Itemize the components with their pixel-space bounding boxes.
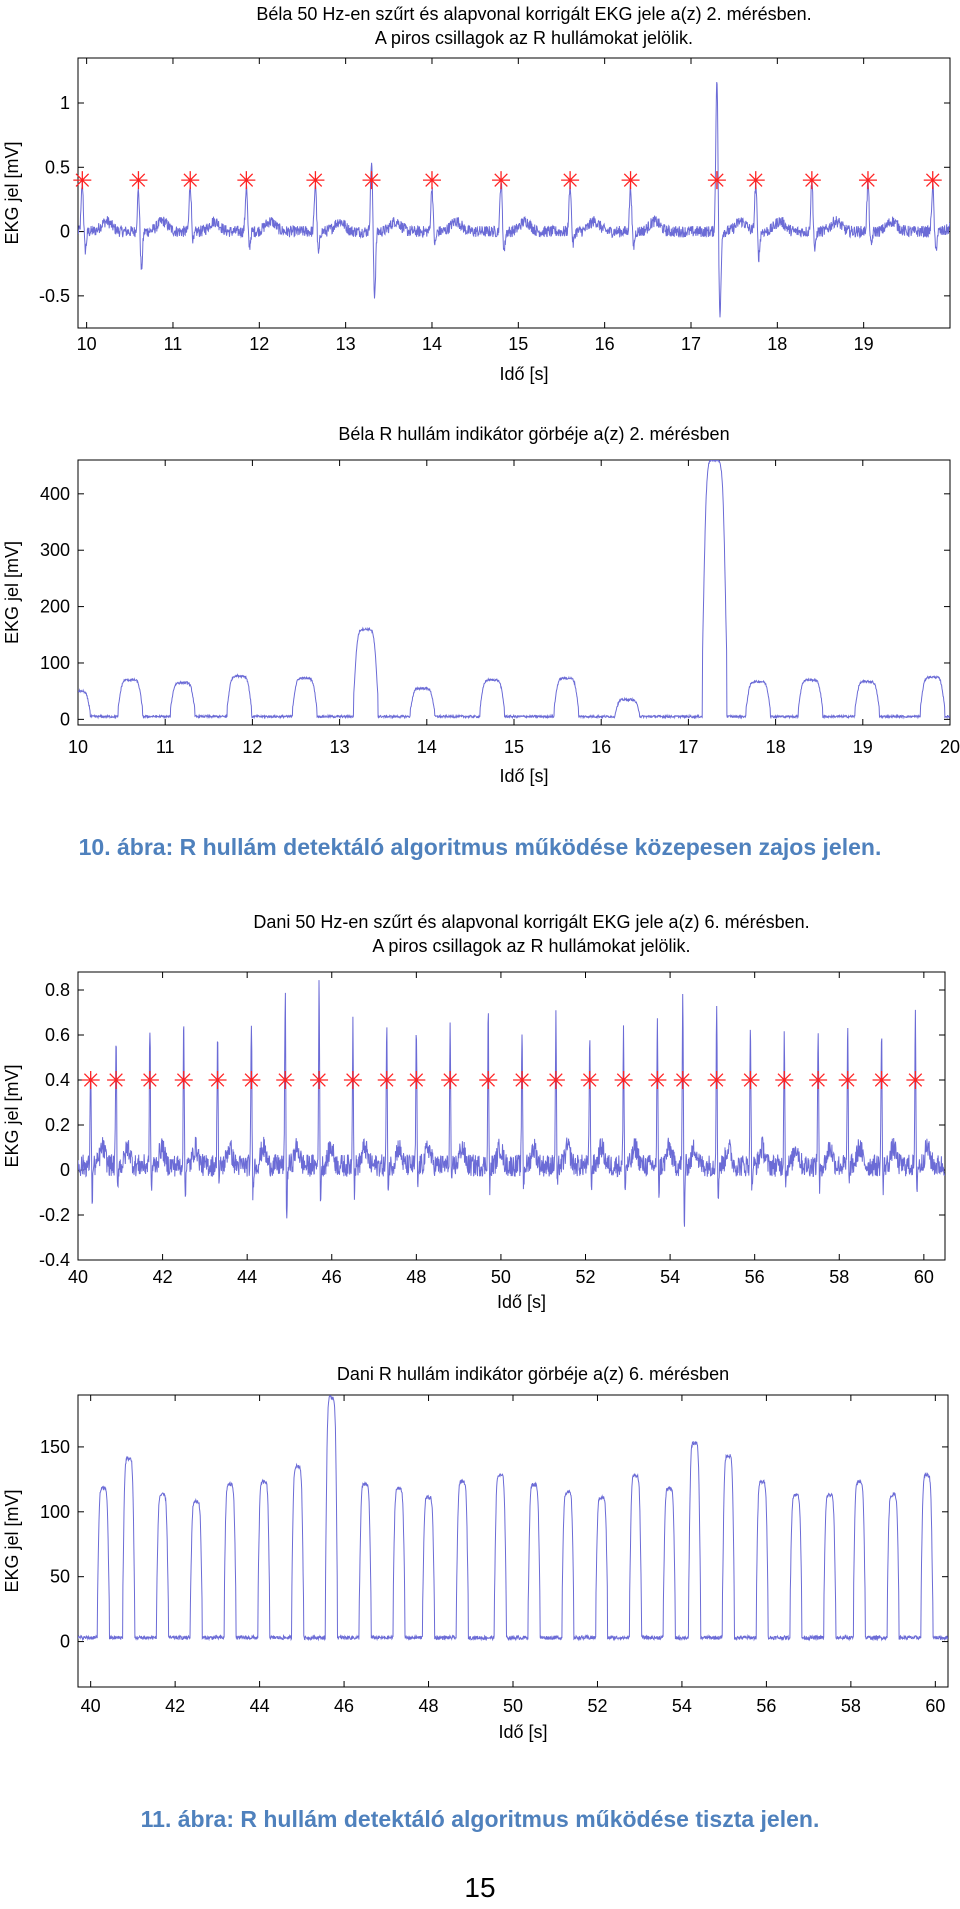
- y-tick-label: 1: [59, 93, 70, 113]
- x-tick-label: 56: [756, 1696, 777, 1716]
- x-tick-label: 20: [939, 737, 960, 757]
- y-axis-label: EKG jel [mV]: [2, 1064, 22, 1168]
- r-wave-marker: [181, 171, 199, 189]
- y-tick-label: 50: [49, 1566, 70, 1587]
- r-wave-marker: [708, 1071, 726, 1089]
- x-tick-label: 12: [249, 334, 270, 354]
- chart-svg: [0, 1360, 960, 1760]
- indicator-chart-dani: [0, 1360, 960, 1760]
- plot-frame: [78, 1395, 948, 1687]
- chart-title-line: Dani R hullám indikátor görbéje a(z) 6. mérésben: [336, 1364, 730, 1384]
- r-wave-marker: [129, 171, 147, 189]
- x-tick-label: 11: [155, 737, 175, 757]
- y-tick-label: 0: [59, 1160, 70, 1180]
- r-wave-marker: [310, 1071, 328, 1089]
- x-tick-label: 10: [76, 334, 97, 354]
- y-tick-label: 0: [59, 709, 70, 730]
- x-tick-label: 42: [165, 1696, 186, 1716]
- y-tick-label: 100: [39, 652, 70, 673]
- x-tick-label: 48: [418, 1696, 439, 1716]
- x-tick-label: 11: [163, 334, 183, 354]
- r-wave-marker: [107, 1071, 125, 1089]
- r-wave-marker: [441, 1071, 459, 1089]
- y-tick-label: 300: [39, 540, 70, 561]
- y-tick-label: -0.5: [38, 285, 70, 306]
- r-wave-marker: [873, 1071, 891, 1089]
- x-tick-label: 44: [249, 1696, 270, 1716]
- x-tick-label: 50: [502, 1696, 524, 1716]
- plot-frame: [78, 972, 945, 1260]
- chart-title-line: A piros csillagok az R hullámokat jelölik.: [374, 28, 694, 48]
- x-tick-label: 14: [421, 334, 442, 354]
- x-tick-label: 13: [329, 737, 350, 757]
- r-wave-marker: [141, 1071, 159, 1089]
- r-wave-marker: [479, 1071, 497, 1089]
- r-wave-marker: [615, 1071, 633, 1089]
- x-tick-label: 52: [587, 1696, 608, 1716]
- r-wave-marker: [492, 171, 510, 189]
- x-tick-label: 40: [67, 1267, 89, 1287]
- r-wave-marker: [775, 1071, 793, 1089]
- x-tick-label: 18: [767, 334, 788, 354]
- chart-svg: [0, 420, 960, 800]
- x-tick-label: 60: [913, 1267, 934, 1287]
- x-tick-label: 15: [508, 334, 529, 354]
- ecg-chart-bela: [0, 0, 960, 390]
- x-tick-label: 10: [67, 737, 89, 757]
- r-wave-marker: [237, 171, 255, 189]
- x-tick-label: 46: [321, 1267, 342, 1287]
- y-tick-label: 100: [39, 1501, 70, 1522]
- y-axis-label: EKG jel [mV]: [2, 1489, 22, 1593]
- r-wave-marker: [423, 171, 441, 189]
- x-tick-label: 58: [840, 1696, 861, 1716]
- y-tick-label: 0.6: [44, 1025, 70, 1045]
- x-tick-label: 54: [671, 1696, 692, 1716]
- signal-line: [78, 459, 950, 718]
- r-wave-marker: [344, 1071, 362, 1089]
- x-tick-label: 54: [660, 1267, 681, 1287]
- x-tick-label: 18: [765, 737, 786, 757]
- r-wave-marker: [648, 1071, 666, 1089]
- r-wave-marker: [82, 1071, 100, 1089]
- y-tick-label: 400: [39, 483, 70, 504]
- x-tick-label: 16: [591, 737, 612, 757]
- y-tick-label: 200: [39, 596, 70, 617]
- x-tick-label: 60: [925, 1696, 946, 1716]
- y-tick-label: 0: [59, 221, 70, 242]
- x-tick-label: 48: [406, 1267, 427, 1287]
- r-wave-marker: [708, 171, 726, 189]
- r-wave-marker: [906, 1071, 924, 1089]
- x-tick-label: 50: [490, 1267, 511, 1287]
- r-wave-marker: [209, 1071, 227, 1089]
- r-wave-marker: [276, 1071, 294, 1089]
- r-wave-marker: [581, 1071, 599, 1089]
- r-wave-marker: [561, 171, 579, 189]
- x-tick-label: 17: [680, 334, 702, 354]
- y-tick-label: 150: [39, 1436, 70, 1457]
- x-tick-label: 44: [237, 1267, 258, 1287]
- plot-frame: [78, 58, 950, 328]
- x-tick-label: 12: [242, 737, 263, 757]
- r-wave-marker: [809, 1071, 827, 1089]
- r-wave-marker: [242, 1071, 260, 1089]
- chart-title-line: Béla R hullám indikátor görbéje a(z) 2. mérésben: [338, 424, 730, 444]
- signal-line: [78, 1396, 948, 1640]
- x-tick-label: 19: [853, 334, 874, 354]
- x-tick-label: 15: [503, 737, 525, 757]
- x-tick-label: 16: [594, 334, 615, 354]
- x-tick-label: 42: [152, 1267, 173, 1287]
- r-wave-marker: [741, 1071, 759, 1089]
- figure-caption-10: 10. ábra: R hullám detektáló algoritmus működése közepesen zajos jelen.: [78, 834, 882, 860]
- y-axis-label: EKG jel [mV]: [2, 540, 22, 645]
- y-tick-label: 0.2: [44, 1115, 70, 1135]
- x-tick-label: 13: [335, 334, 356, 354]
- r-wave-marker: [622, 171, 640, 189]
- r-wave-marker: [73, 171, 91, 189]
- ecg-chart-dani: [0, 910, 960, 1320]
- r-wave-marker: [363, 171, 381, 189]
- x-axis-label: Idő [s]: [499, 364, 549, 384]
- y-axis-label: EKG jel [mV]: [2, 141, 22, 245]
- signal-line: [78, 82, 950, 317]
- chart-title-line: Dani 50 Hz-en szűrt és alapvonal korrigált EKG jele a(z) 6. mérésben.: [253, 912, 810, 932]
- r-wave-marker: [407, 1071, 425, 1089]
- x-tick-label: 58: [829, 1267, 850, 1287]
- y-tick-label: 0.8: [44, 980, 70, 1000]
- indicator-chart-bela: [0, 420, 960, 800]
- x-tick-label: 17: [678, 737, 699, 757]
- page-number: 15: [464, 1872, 496, 1903]
- r-wave-marker: [513, 1071, 531, 1089]
- y-tick-label: 0.4: [44, 1070, 70, 1090]
- y-tick-label: 0.5: [44, 157, 70, 178]
- y-tick-label: -0.4: [38, 1250, 70, 1270]
- x-axis-label: Idő [s]: [499, 766, 549, 786]
- r-wave-marker: [306, 171, 324, 189]
- x-axis-label: Idő [s]: [496, 1292, 547, 1312]
- x-tick-label: 19: [852, 737, 873, 757]
- chart-title-line: Béla 50 Hz-en szűrt és alapvonal korrigált EKG jele a(z) 2. mérésben.: [256, 4, 812, 24]
- r-wave-marker: [839, 1071, 857, 1089]
- signal-line: [78, 980, 945, 1227]
- r-wave-marker: [175, 1071, 193, 1089]
- r-wave-marker: [859, 171, 877, 189]
- y-tick-label: 0: [59, 1631, 70, 1652]
- x-tick-label: 56: [744, 1267, 765, 1287]
- figure-caption-11: 11. ábra: R hullám detektáló algoritmus működése tiszta jelen.: [140, 1806, 820, 1832]
- r-wave-marker: [924, 171, 942, 189]
- r-wave-marker: [547, 1071, 565, 1089]
- x-axis-label: Idő [s]: [498, 1722, 548, 1742]
- r-wave-marker: [803, 171, 821, 189]
- y-tick-label: -0.2: [38, 1205, 70, 1225]
- x-tick-label: 52: [575, 1267, 596, 1287]
- chart-svg: [0, 910, 960, 1320]
- x-tick-label: 40: [80, 1696, 101, 1716]
- chart-title-line: A piros csillagok az R hullámokat jelölik.: [372, 936, 691, 956]
- r-wave-marker: [747, 171, 765, 189]
- chart-svg: [0, 0, 960, 390]
- r-wave-marker: [674, 1071, 692, 1089]
- x-tick-label: 14: [416, 737, 437, 757]
- r-wave-marker: [378, 1071, 396, 1089]
- x-tick-label: 46: [334, 1696, 355, 1716]
